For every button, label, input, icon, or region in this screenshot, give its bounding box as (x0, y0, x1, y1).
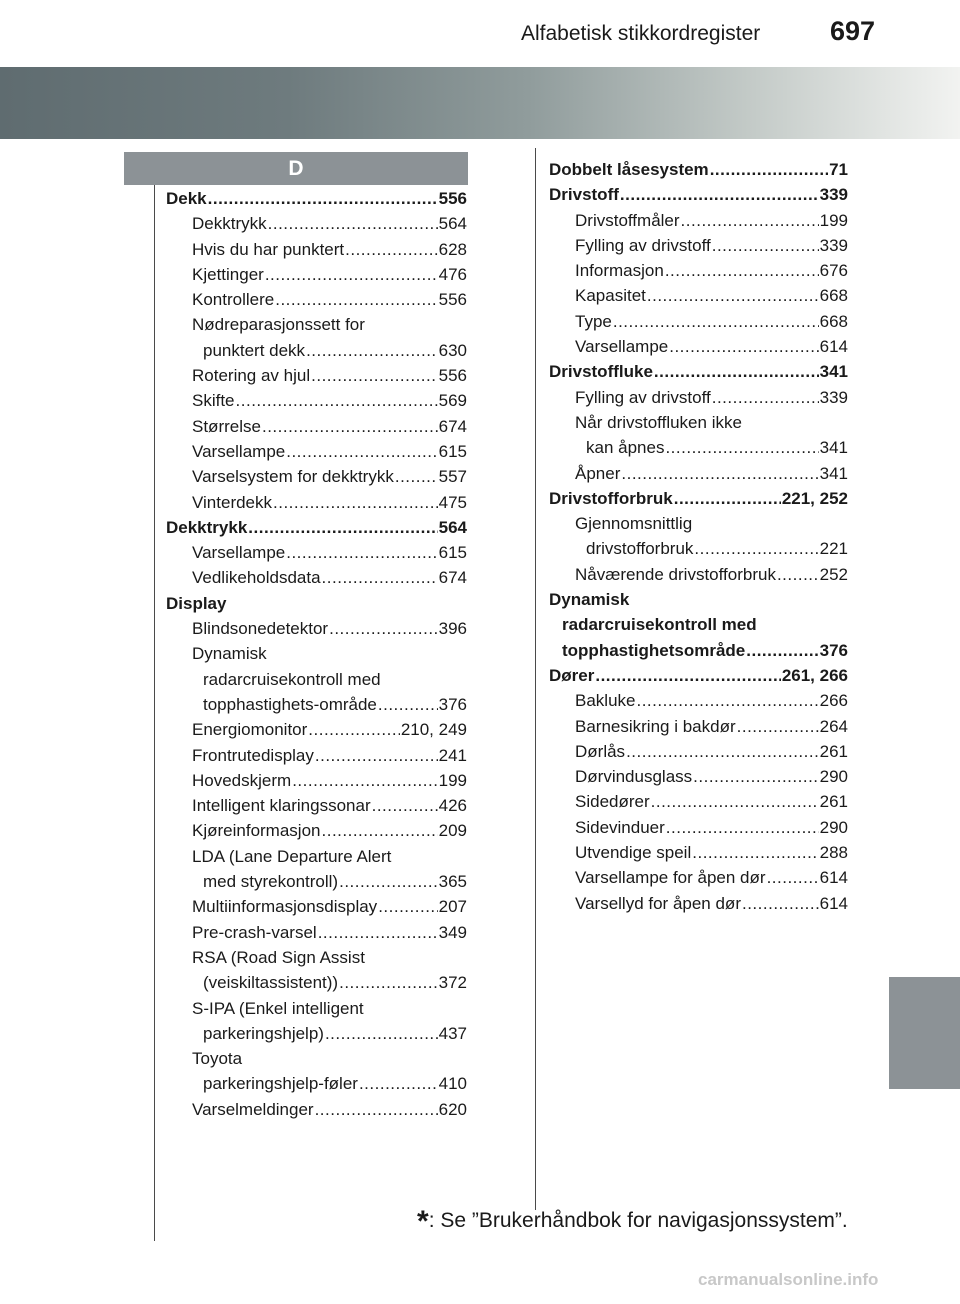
index-entry (549, 536, 848, 561)
index-entry (549, 410, 848, 435)
index-entry (549, 688, 848, 713)
index-entry (166, 363, 467, 388)
index-term: Type (575, 311, 612, 331)
dot-leader (665, 258, 819, 283)
dot-leader (265, 262, 438, 287)
dot-leader (712, 385, 819, 410)
index-term: radarcruisekontroll med (203, 669, 381, 689)
dot-leader (318, 920, 438, 945)
index-entry (166, 464, 467, 489)
dot-leader (621, 461, 818, 486)
index-page-ref: 207 (438, 897, 467, 917)
index-page-ref: 341 (819, 463, 848, 483)
index-term: Drivstoff (549, 185, 619, 205)
index-page-ref: 376 (819, 640, 848, 660)
side-thumb-tab (889, 977, 960, 1089)
index-entry (549, 511, 848, 536)
dot-leader (359, 1071, 438, 1096)
index-entry (549, 208, 848, 233)
index-term: Informasjon (575, 261, 664, 281)
index-page-ref: 261 (819, 792, 848, 812)
index-entry (166, 616, 467, 641)
index-page-ref: 614 (819, 868, 848, 888)
index-entry (549, 233, 848, 258)
index-term: Varsellampe (192, 543, 286, 563)
index-page-ref: 614 (819, 337, 848, 357)
index-term: Pre-crash-varsel (192, 922, 317, 942)
index-entry (549, 334, 848, 359)
index-entry (166, 945, 467, 970)
index-term: Energiomonitor (192, 720, 308, 740)
index-term: Kjøreinformasjon (192, 821, 321, 841)
index-column-right (549, 157, 848, 916)
index-term: Intelligent klaringssonar (192, 796, 371, 816)
index-page-ref: 556 (438, 366, 467, 386)
index-page-ref: 261 (819, 741, 848, 761)
dot-leader (378, 692, 438, 717)
index-term: topphastighetsområde (562, 640, 746, 660)
index-entry (166, 894, 467, 919)
index-entry (166, 743, 467, 768)
dot-leader (669, 334, 818, 359)
index-term: Vedlikeholdsdata (192, 568, 321, 588)
index-page-ref: 674 (438, 568, 467, 588)
index-entry (549, 587, 848, 612)
section-letter-bar: D (124, 152, 468, 185)
index-entry (166, 920, 467, 945)
index-entry (166, 970, 467, 995)
index-page-ref: 221 (819, 539, 848, 559)
index-term: Hvis du har punktert (192, 239, 345, 259)
index-page-ref: 261, 266 (781, 665, 848, 685)
index-term: Varsellampe for åpen dør (575, 868, 766, 888)
index-page-ref: 341 (819, 362, 848, 382)
index-page-ref: 676 (819, 261, 848, 281)
index-term: Drivstoffmåler (575, 210, 680, 230)
index-entry (549, 435, 848, 460)
index-page-ref: 614 (819, 893, 848, 913)
index-page-ref: 290 (819, 767, 848, 787)
dot-leader (654, 359, 819, 384)
index-entry (549, 865, 848, 890)
index-entry (166, 540, 467, 565)
index-entry (549, 562, 848, 587)
index-term: Utvendige speil (575, 843, 692, 863)
dot-leader (777, 562, 819, 587)
index-term: Sidedører (575, 792, 650, 812)
dot-leader (636, 688, 818, 713)
index-page-ref: 376 (438, 694, 467, 714)
index-page-ref: 349 (438, 922, 467, 942)
index-page-ref: 564 (438, 517, 467, 537)
index-entry (166, 869, 467, 894)
index-entry (166, 641, 467, 666)
index-term: Fylling av drivstoff (575, 235, 711, 255)
index-page-ref: 365 (438, 872, 467, 892)
index-term: Dynamisk (192, 644, 267, 664)
index-entry (166, 844, 467, 869)
index-page-ref: 396 (438, 619, 467, 639)
index-entry (166, 717, 467, 742)
running-header-title: Alfabetisk stikkordregister (521, 22, 761, 45)
dot-leader (236, 388, 438, 413)
dot-leader (712, 233, 819, 258)
index-page-ref: 437 (438, 1023, 467, 1043)
index-term: Dobbelt låsesystem (549, 160, 709, 179)
index-term: radarcruisekontroll med (562, 615, 757, 635)
dot-leader (286, 540, 437, 565)
dot-leader (693, 764, 818, 789)
index-page-ref: 252 (819, 564, 848, 584)
dot-leader (268, 211, 438, 236)
dot-leader (273, 490, 438, 515)
dot-leader (345, 237, 437, 262)
index-page-ref: 615 (438, 543, 467, 563)
index-page-ref: 199 (438, 770, 467, 790)
index-entry (549, 891, 848, 916)
index-entry (166, 565, 467, 590)
index-term: Display (166, 593, 227, 613)
dot-leader (710, 157, 828, 182)
dot-leader (315, 1097, 438, 1122)
index-page-ref: 339 (819, 185, 848, 205)
index-entry (549, 385, 848, 410)
index-page-ref: 557 (438, 467, 467, 487)
index-entry (166, 515, 467, 540)
index-page-ref: 668 (819, 286, 848, 306)
dot-leader (595, 663, 780, 688)
dot-leader (262, 414, 438, 439)
index-entry (166, 1046, 467, 1071)
index-entry (549, 840, 848, 865)
index-term: Kapasitet (575, 286, 646, 306)
dot-leader (378, 894, 437, 919)
dot-leader (275, 287, 437, 312)
index-entry (166, 414, 467, 439)
index-entry (166, 186, 467, 211)
index-term: Skifte (192, 391, 235, 411)
dot-leader (248, 515, 437, 540)
index-entry (549, 461, 848, 486)
index-entry (166, 287, 467, 312)
index-page-ref: 339 (819, 387, 848, 407)
index-entry (166, 211, 467, 236)
dot-leader (626, 739, 819, 764)
index-entry (166, 793, 467, 818)
dot-leader (322, 818, 438, 843)
index-page-ref: 288 (819, 843, 848, 863)
index-term: Hovedskjerm (192, 770, 292, 790)
index-term: Kjettinger (192, 264, 264, 284)
dot-leader (694, 536, 818, 561)
index-entry (166, 768, 467, 793)
index-term: RSA (Road Sign Assist (192, 947, 365, 967)
index-term: Frontrutedisplay (192, 745, 314, 765)
index-entry (549, 638, 848, 663)
index-page-ref: 475 (438, 492, 467, 512)
footnote-text: : Se ”Brukerhåndbok for navigasjonssystem”. (428, 1209, 848, 1232)
dot-leader (372, 793, 438, 818)
index-column-left (166, 186, 467, 1122)
dot-leader (737, 714, 819, 739)
index-entry (549, 739, 848, 764)
dot-leader (329, 616, 438, 641)
index-term: kan åpnes (586, 438, 665, 458)
index-page-ref: 341 (819, 438, 848, 458)
dot-leader (742, 891, 819, 916)
dot-leader (651, 789, 819, 814)
index-term: Størrelse (192, 416, 261, 436)
index-term: topphastighets-område (203, 694, 377, 714)
index-page-ref: 290 (819, 817, 848, 837)
index-term: med styrekontroll) (203, 872, 339, 892)
index-entry (166, 692, 467, 717)
index-term: (veiskiltassistent)) (203, 973, 339, 993)
index-term: Fylling av drivstoff (575, 387, 711, 407)
index-term: Dører (549, 665, 595, 685)
index-term: Dekk (166, 189, 207, 208)
index-entry (166, 996, 467, 1021)
index-entry (549, 714, 848, 739)
dot-leader (395, 464, 438, 489)
index-entry (166, 312, 467, 337)
dot-leader (306, 338, 438, 363)
footnote-asterisk: * (417, 1205, 429, 1238)
dot-leader (286, 439, 437, 464)
index-term: Varselmeldinger (192, 1099, 314, 1119)
index-page-ref: 476 (438, 264, 467, 284)
index-page-ref: 615 (438, 441, 467, 461)
index-page-ref: 241 (438, 745, 467, 765)
index-term: Barnesikring i bakdør (575, 716, 736, 736)
index-term: Dørlås (575, 741, 626, 761)
dot-leader (613, 309, 819, 334)
index-term: punktert dekk (203, 340, 306, 360)
index-entry (549, 157, 848, 182)
index-entry (166, 262, 467, 287)
index-entry (166, 818, 467, 843)
index-entry (549, 258, 848, 283)
index-page-ref: 668 (819, 311, 848, 331)
watermark: carmanualsonline.info (698, 1270, 879, 1289)
index-term: Drivstoffluke (549, 362, 653, 382)
index-entry (549, 612, 848, 637)
index-term: Nåværende drivstofforbruk (575, 564, 776, 584)
index-term: Bakluke (575, 691, 636, 711)
index-term: Åpner (575, 463, 621, 483)
index-term: Vinterdekk (192, 492, 273, 512)
index-term: parkeringshjelp) (203, 1023, 324, 1043)
index-page-ref: 209 (438, 821, 467, 841)
index-page-ref: 620 (438, 1099, 467, 1119)
dot-leader (325, 1021, 438, 1046)
index-term: Drivstofforbruk (549, 488, 673, 508)
dot-leader (308, 717, 400, 742)
index-term: S-IPA (Enkel intelligent (192, 998, 364, 1018)
index-term: Varsellampe (575, 337, 669, 357)
index-page-ref: 410 (438, 1074, 467, 1094)
dot-leader (647, 283, 819, 308)
dot-leader (311, 363, 438, 388)
index-entry (166, 490, 467, 515)
index-page-ref: 264 (819, 716, 848, 736)
dot-leader (674, 486, 781, 511)
index-page-ref: 339 (819, 235, 848, 255)
index-page-ref: 71 (829, 160, 848, 179)
index-entry (549, 309, 848, 334)
dot-leader (666, 815, 819, 840)
index-entry (166, 237, 467, 262)
index-term: LDA (Lane Departure Alert (192, 846, 392, 866)
index-page-ref: 221, 252 (781, 488, 848, 508)
index-page-ref: 556 (438, 290, 467, 310)
dot-leader (322, 565, 438, 590)
index-term: parkeringshjelp-føler (203, 1074, 358, 1094)
index-entry (166, 1097, 467, 1122)
index-page-ref: 630 (438, 340, 467, 360)
dot-leader (339, 970, 438, 995)
index-page-ref: 372 (438, 973, 467, 993)
dot-leader (665, 435, 818, 460)
index-term: Når drivstoffluken ikke (575, 412, 742, 432)
index-term: Varselsystem for dekktrykk (192, 467, 394, 487)
index-term: Rotering av hjul (192, 366, 311, 386)
dot-leader (315, 743, 438, 768)
index-entry (166, 667, 467, 692)
dot-leader (620, 182, 819, 207)
index-page-ref: 628 (438, 239, 467, 259)
index-term: Toyota (192, 1049, 243, 1069)
index-entry (549, 283, 848, 308)
index-term: Nødreparasjonssett for (192, 315, 365, 335)
index-entry (166, 338, 467, 363)
index-term: Varsellyd for åpen dør (575, 893, 741, 913)
index-entry (549, 182, 848, 207)
index-entry (549, 663, 848, 688)
index-term: Gjennomsnittlig (575, 514, 693, 534)
index-page-ref: 210, 249 (400, 720, 467, 740)
index-term: Blindsonedetektor (192, 619, 329, 639)
index-entry (549, 789, 848, 814)
index-entry (166, 388, 467, 413)
dot-leader (767, 865, 819, 890)
index-entry (166, 1021, 467, 1046)
index-page-ref: 569 (438, 391, 467, 411)
index-entry (549, 815, 848, 840)
index-term: Dekktrykk (192, 214, 267, 234)
index-page-ref: 564 (438, 214, 467, 234)
index-page-ref: 674 (438, 416, 467, 436)
index-page-ref: 426 (438, 796, 467, 816)
footnote (417, 1205, 848, 1239)
dot-leader (292, 768, 437, 793)
dot-leader (208, 186, 438, 211)
index-term: drivstofforbruk (586, 539, 694, 559)
index-term: Varsellampe (192, 441, 286, 461)
index-page-ref: 556 (438, 189, 467, 208)
index-page-ref: 266 (819, 691, 848, 711)
index-entry (549, 764, 848, 789)
dot-leader (692, 840, 818, 865)
column-divider (535, 148, 536, 1210)
header-band (0, 67, 960, 139)
dot-leader (681, 208, 819, 233)
index-term: Dynamisk (549, 590, 630, 610)
index-entry (166, 591, 467, 616)
index-entry (166, 1071, 467, 1096)
index-term: Dekktrykk (166, 517, 248, 537)
index-term: Sidevinduer (575, 817, 665, 837)
dot-leader (746, 638, 818, 663)
page-number: 697 (830, 16, 876, 46)
index-entry (166, 439, 467, 464)
index-term: Kontrollere (192, 290, 275, 310)
index-term: Dørvindusglass (575, 767, 693, 787)
left-column-rule (154, 185, 155, 1241)
dot-leader (339, 869, 438, 894)
index-term: Multiinformasjonsdisplay (192, 897, 378, 917)
index-entry (549, 486, 848, 511)
index-page-ref: 199 (819, 210, 848, 230)
index-entry (549, 359, 848, 384)
